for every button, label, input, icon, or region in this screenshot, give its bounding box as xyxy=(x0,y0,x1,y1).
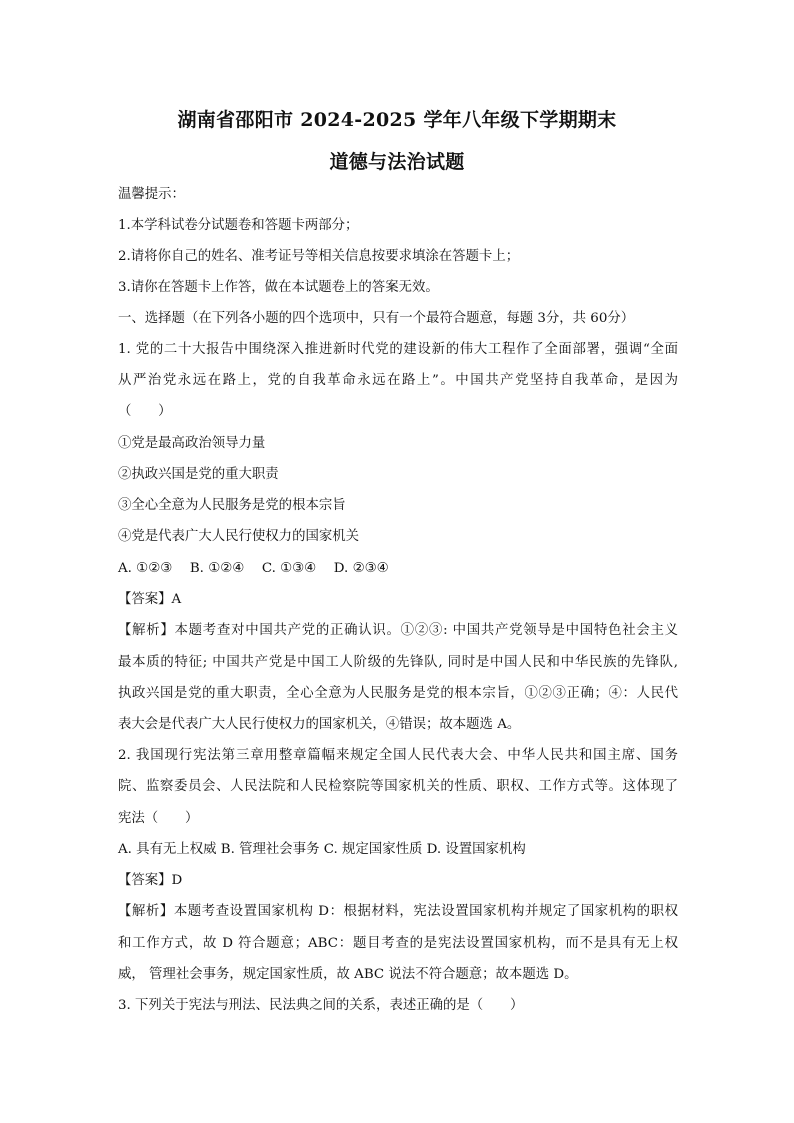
question-1-statement: ③全心全意为人民服务是党的根本宗旨 xyxy=(118,498,346,513)
question-1-statement: ①党是最高政治领导力量 xyxy=(118,436,266,451)
tips-header: 温馨提示： xyxy=(118,187,185,202)
question-1-analysis: 最本质的特征; 中国共产党是中国工人阶级的先锋队, 同时是中国人民和中华民族的先锋队, xyxy=(118,655,678,670)
tip-item: 1.本学科试卷分试题卷和答题卡两部分； xyxy=(118,218,359,233)
question-2-analysis: 威， 管理社会事务，规定国家性质，故 ABC 说法不符合题意；故本题选 D。 xyxy=(118,967,578,982)
question-1-analysis: 表大会是代表广大人民行使权力的国家机关，④错误；故本题选 A。 xyxy=(118,717,521,732)
question-2-analysis: 【解析】本题考查设置国家机构 D：根据材料，宪法设置国家机构并规定了国家机构的职权 xyxy=(118,904,678,919)
question-1-options: A. ①②③ B. ①②④ C. ①③④ D. ②③④ xyxy=(118,561,389,576)
question-1-stem: 从严治党永远在路上，党的自我革命永远在路上”。中国共产党坚持自我革命，是因为 xyxy=(118,373,678,388)
question-1-blank: （ ） xyxy=(118,404,172,419)
question-1-analysis: 【解析】本题考查对中国共产党的正确认识。①②③: 中国共产党领导是中国特色社会主义 xyxy=(118,623,678,638)
question-1-statement: ④党是代表广大人民行使权力的国家机关 xyxy=(118,529,360,544)
question-1-statement: ②执政兴国是党的重大职责 xyxy=(118,467,279,482)
tip-item: 3.请你在答题卡上作答，做在本试题卷上的答案无效。 xyxy=(118,280,439,295)
question-1-answer: 【答案】A xyxy=(118,592,182,607)
question-2-analysis: 和工作方式，故 D 符合题意；ABC：题目考查的是宪法设置国家机构，而不是具有无上权 xyxy=(118,936,678,951)
exam-title: 湖南省邵阳市 2024-2025 学年八年级下学期期末 xyxy=(177,109,617,131)
section-heading: 一、选择题（在下列各小题的四个选项中，只有一个最符合题意，每题 3分，共 60分） xyxy=(118,311,635,326)
question-2-stem: 院、监察委员会、人民法院和人民检察院等国家机关的性质、职权、工作方式等。这体现了 xyxy=(118,779,678,794)
question-3-stem: 3. 下列关于宪法与刑法、民法典之间的关系，表述正确的是（ ） xyxy=(118,998,524,1013)
question-2-options: A. 具有无上权威 B. 管理社会事务 C. 规定国家性质 D. 设置国家机构 xyxy=(118,842,526,857)
question-1-stem: 1. 党的二十大报告中围绕深入推进新时代党的建设新的伟大工程作了全面部署，强调“全面 xyxy=(118,342,678,357)
exam-subtitle: 道德与法治试题 xyxy=(329,151,465,173)
question-2-answer: 【答案】D xyxy=(118,873,183,888)
tip-item: 2.请将你自己的姓名、准考证号等相关信息按要求填涂在答题卡上； xyxy=(118,249,520,264)
question-2-stem: 宪法（ ） xyxy=(118,811,199,826)
question-2-stem: 2. 我国现行宪法第三章用整章篇幅来规定全国人民代表大会、中华人民共和国主席、国务 xyxy=(118,748,678,763)
question-1-analysis: 执政兴国是党的重大职责，全心全意为人民服务是党的根本宗旨，①②③正确；④：人民代 xyxy=(118,686,678,701)
